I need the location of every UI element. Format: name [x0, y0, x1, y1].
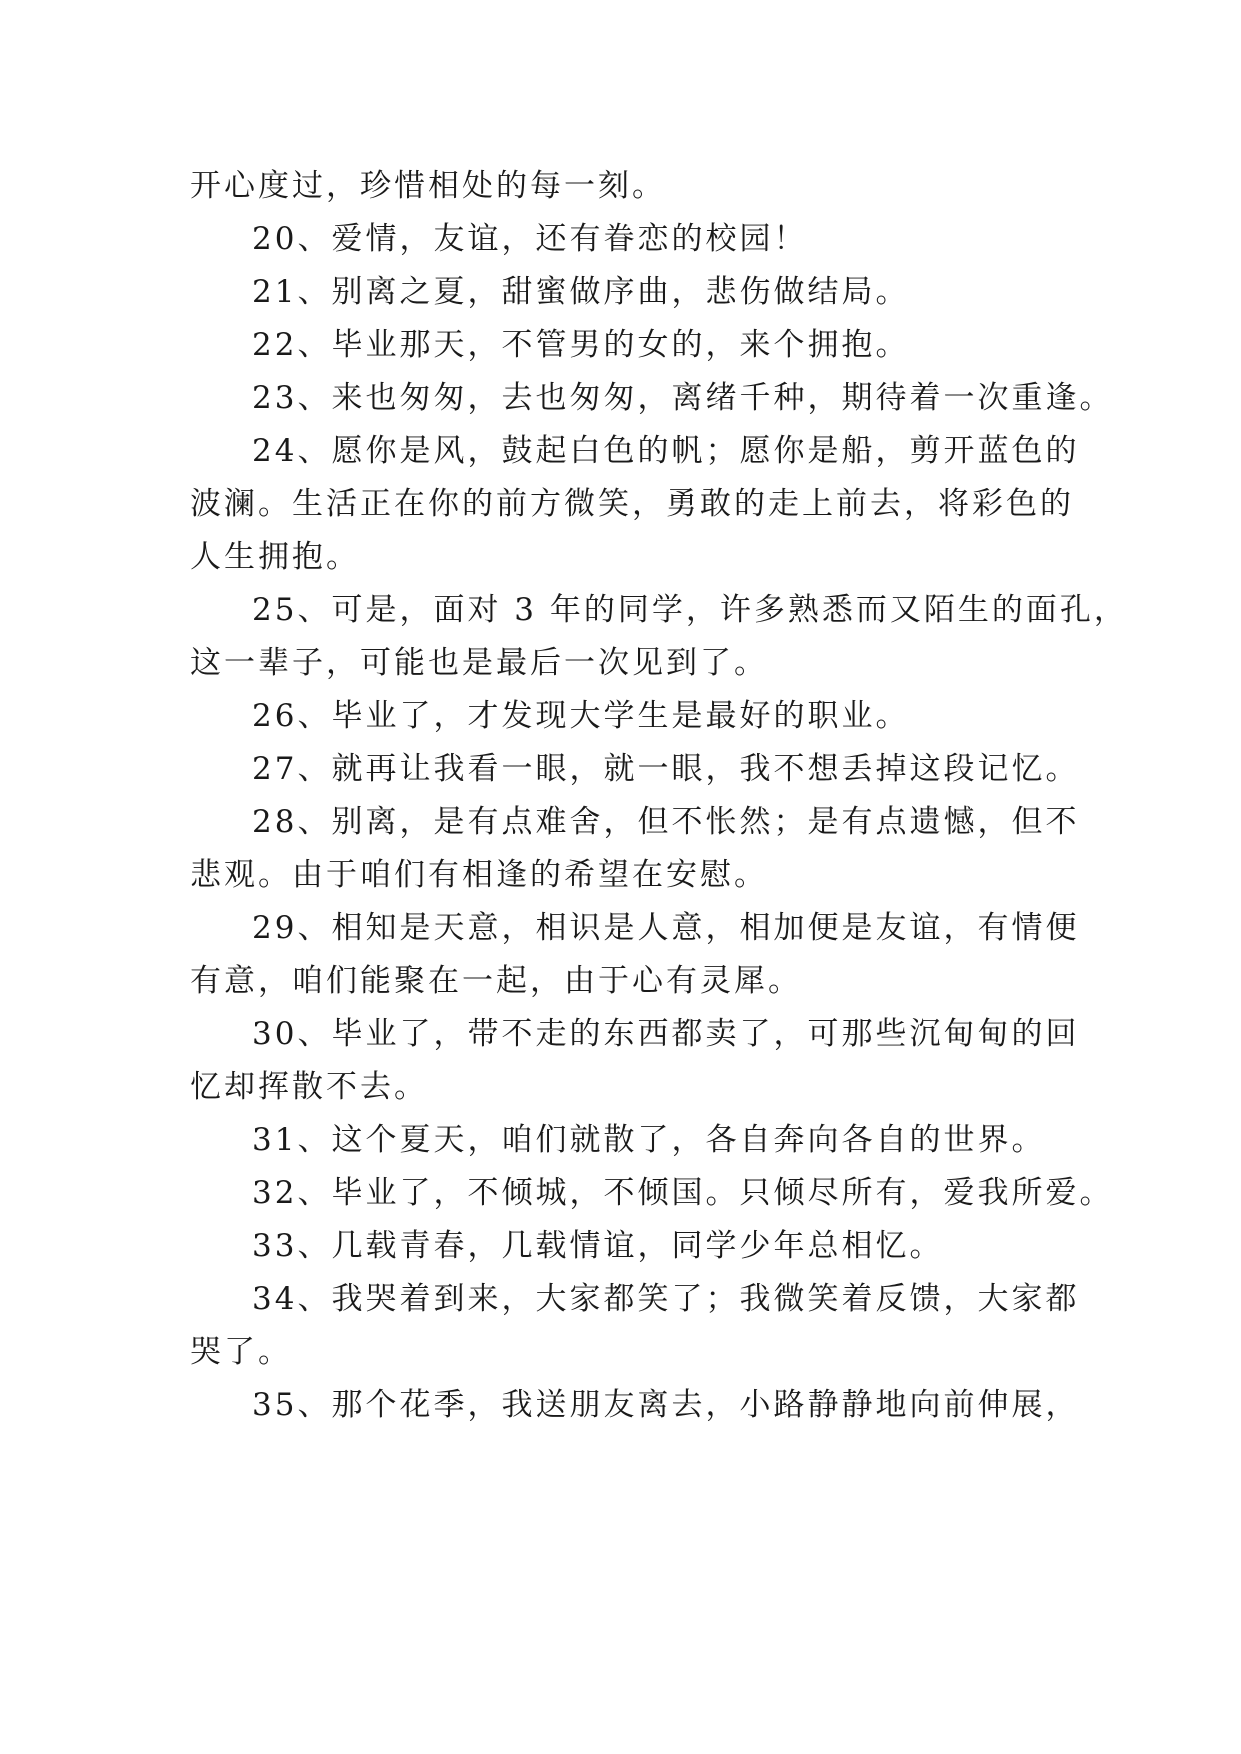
text-line: 开心度过，珍惜相处的每一刻。 [190, 168, 666, 204]
text-line: 24、愿你是风，鼓起白色的帆；愿你是船，剪开蓝色的 [252, 433, 1080, 469]
text-line: 29、相知是天意，相识是人意，相加便是友谊，有情便 [252, 910, 1080, 946]
text-line: 32、毕业了，不倾城，不倾国。只倾尽所有，爱我所爱。 [252, 1175, 1114, 1211]
document-body [190, 160, 1128, 1432]
text-line: 这一辈子，可能也是最后一次见到了。 [190, 645, 768, 681]
text-line: 33、几载青春，几载情谊，同学少年总相忆。 [252, 1228, 944, 1264]
text-line: 悲观。由于咱们有相逢的希望在安慰。 [190, 857, 768, 893]
text-line: 波澜。生活正在你的前方微笑，勇敢的走上前去，将彩色的 [190, 486, 1074, 522]
text-line: 有意，咱们能聚在一起，由于心有灵犀。 [190, 963, 802, 999]
text-line: 21、别离之夏，甜蜜做序曲，悲伤做结局。 [252, 274, 910, 310]
text-line: 27、就再让我看一眼，就一眼，我不想丢掉这段记忆。 [252, 751, 1080, 787]
text-line: 30、毕业了，带不走的东西都卖了，可那些沉甸甸的回 [252, 1016, 1080, 1052]
text-line: 25、可是，面对 3 年的同学，许多熟悉而又陌生的面孔， [252, 592, 1128, 628]
text-line: 28、别离，是有点难舍，但不怅然；是有点遗憾，但不 [252, 804, 1080, 840]
text-line: 22、毕业那天，不管男的女的，来个拥抱。 [252, 327, 910, 363]
text-line: 20、爱情，友谊，还有眷恋的校园！ [252, 221, 808, 257]
text-line: 34、我哭着到来，大家都笑了；我微笑着反馈，大家都 [252, 1281, 1080, 1317]
text-line: 忆却挥散不去。 [190, 1069, 428, 1105]
text-line: 35、那个花季，我送朋友离去，小路静静地向前伸展， [252, 1387, 1080, 1423]
text-line: 哭了。 [190, 1334, 292, 1370]
text-line: 人生拥抱。 [190, 539, 360, 575]
text-line: 31、这个夏天，咱们就散了，各自奔向各自的世界。 [252, 1122, 1046, 1158]
text-line: 23、来也匆匆，去也匆匆，离绪千种，期待着一次重逢。 [252, 380, 1114, 416]
text-line: 26、毕业了，才发现大学生是最好的职业。 [252, 698, 910, 734]
